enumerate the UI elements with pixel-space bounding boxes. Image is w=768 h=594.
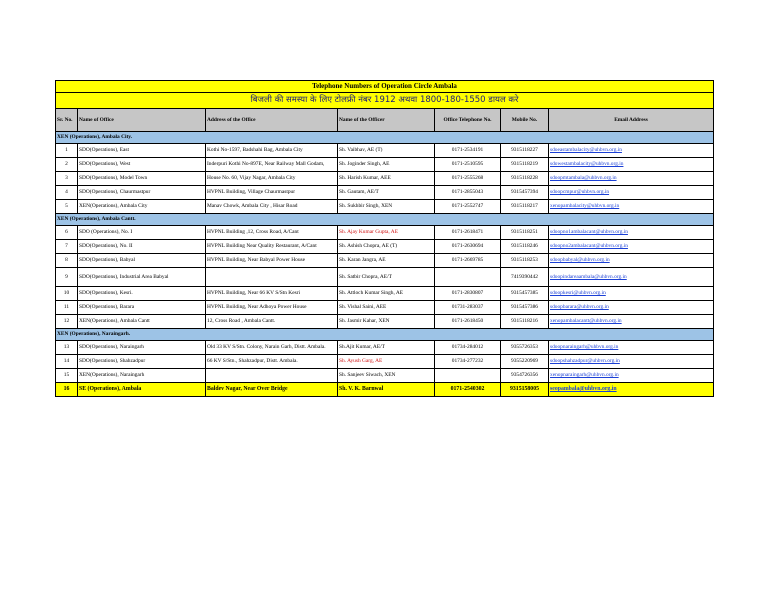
table-row: [56, 301, 714, 315]
section-title: XEN (Operations), Ambala Cantt.: [56, 214, 714, 226]
office-telephone-cell: 0171-2555268: [435, 172, 501, 186]
office-address-cell: HVPNL Building, Near Adhoya Power House: [206, 301, 338, 315]
sr-no-cell: 13: [56, 341, 78, 355]
email-address-cell[interactable]: xenopambalacity@uhbvn.org.in: [549, 200, 714, 214]
office-telephone-cell: 0171-2618471: [435, 226, 501, 240]
table-row: [56, 240, 714, 254]
sr-no-cell: 2: [56, 158, 78, 172]
office-address-cell: [206, 369, 338, 383]
office-name-cell: SDO(Operations), Kesri.: [78, 287, 206, 301]
mobile-number-cell: 9315118216: [501, 315, 549, 329]
table-row: [56, 369, 714, 383]
section-header-row: [56, 132, 714, 144]
sr-no-cell: 4: [56, 186, 78, 200]
mobile-number-cell: 9315118219: [501, 158, 549, 172]
sr-no-cell: 8: [56, 254, 78, 268]
office-address-cell: 66 KV S/Stn., Shahzadpur, Distt. Ambala.: [206, 355, 338, 369]
mobile-number-cell: 9315118246: [501, 240, 549, 254]
sr-no-cell: 10: [56, 287, 78, 301]
office-name-cell: SDO(Operations), West: [78, 158, 206, 172]
office-telephone-cell: 0171-2830807: [435, 287, 501, 301]
office-name-cell: SDO (Operations), No. I: [78, 226, 206, 240]
officer-name-cell: Sh. Satbir Chopra, AE/T: [338, 268, 435, 287]
office-address-cell: Kothi No-1597, Badshahi Bag, Ambala City: [206, 144, 338, 158]
office-name-cell: SDO(Operations), Model Town: [78, 172, 206, 186]
officer-name-cell: Sh. Joginder Singh, AE: [338, 158, 435, 172]
table-row: [56, 186, 714, 200]
office-telephone-cell: 01731-283037: [435, 301, 501, 315]
officer-name-cell: Sh. V. K. Barnwal: [338, 383, 435, 397]
officer-name-cell: Sh. Ayush Garg, AE: [338, 355, 435, 369]
office-telephone-cell: 01734-277232: [435, 355, 501, 369]
office-telephone-cell: [435, 268, 501, 287]
email-address-cell[interactable]: sdoopno1ambalacant@uhbvn.org.in: [549, 226, 714, 240]
sr-no-cell: 7: [56, 240, 78, 254]
email-address-cell[interactable]: sdoopkesri@uhbvn.org.in: [549, 287, 714, 301]
officer-name-cell: Sh. Ajay Kumar Gupta, AE: [338, 226, 435, 240]
mobile-number-cell: 9315118251: [501, 226, 549, 240]
office-address-cell: HVPNL Building, Near 66 KV S/Stn Kesri: [206, 287, 338, 301]
mobile-number-cell: 9354726356: [501, 369, 549, 383]
header-mobile: Mobile No.: [501, 109, 549, 132]
mobile-number-cell: 7419390442: [501, 268, 549, 287]
table-row: [56, 287, 714, 301]
office-telephone-cell: 0171-2669785: [435, 254, 501, 268]
mobile-number-cell: 9315457394: [501, 186, 549, 200]
section-title: XEN (Operations), Naraingarh.: [56, 329, 714, 341]
mobile-number-cell: 9315118217: [501, 200, 549, 214]
sr-no-cell: 9: [56, 268, 78, 287]
sr-no-cell: 1: [56, 144, 78, 158]
circle-head-row: [56, 383, 714, 397]
email-address-cell[interactable]: sdoopindareaambala@uhbvn.org.in: [549, 268, 714, 287]
sr-no-cell: 11: [56, 301, 78, 315]
officer-name-cell: Sh. Attloch Kumar Singh, AE: [338, 287, 435, 301]
mobile-number-cell: 9315457386: [501, 301, 549, 315]
sr-no-cell: 16: [56, 383, 78, 397]
office-name-cell: XEN(Operations), Ambala City: [78, 200, 206, 214]
mobile-number-cell: 9315118253: [501, 254, 549, 268]
header-email: Email Address: [549, 109, 714, 132]
mobile-number-cell: 9315158005: [501, 383, 549, 397]
email-address-cell[interactable]: xenopnaraingarh@uhbvn.org.in: [549, 369, 714, 383]
office-address-cell: [206, 268, 338, 287]
mobile-number-cell: 9315457385: [501, 287, 549, 301]
table-row: [56, 341, 714, 355]
table-row: [56, 200, 714, 214]
office-name-cell: SE (Operations), Ambala: [78, 383, 206, 397]
email-address-cell[interactable]: sdoopmtambala@uhbvn.org.in: [549, 172, 714, 186]
header-officer-name: Name of the Officer: [338, 109, 435, 132]
officer-name-cell: Sh. Karan Jangra, AE: [338, 254, 435, 268]
office-name-cell: SDO(Operations), Shahzadpur: [78, 355, 206, 369]
officer-name-cell: Sh. Sukhbir Singh, XEN: [338, 200, 435, 214]
office-name-cell: SDO(Operations), East: [78, 144, 206, 158]
section-header-row: [56, 329, 714, 341]
office-telephone-cell: 0171-2552747: [435, 200, 501, 214]
officer-name-cell: Sh.Ajit Kumar, AE/T: [338, 341, 435, 355]
sr-no-cell: 6: [56, 226, 78, 240]
table-row: [56, 268, 714, 287]
email-address-cell[interactable]: sdoopno2ambalacant@uhbvn.org.in: [549, 240, 714, 254]
office-telephone-cell: 0171-2540302: [435, 383, 501, 397]
email-address-cell[interactable]: sdoopcmpur@uhbvn.org.in: [549, 186, 714, 200]
email-address-cell[interactable]: sdoopbabyal@uhbvn.org.in: [549, 254, 714, 268]
officer-name-cell: Sh. Gautam, AE/T: [338, 186, 435, 200]
sr-no-cell: 14: [56, 355, 78, 369]
officer-name-cell: Sh. Ashish Chopra, AE (T): [338, 240, 435, 254]
officer-name-cell: Sh. Vaibhav, AE (T): [338, 144, 435, 158]
page-title: Telephone Numbers of Operation Circle Ambala: [56, 81, 714, 93]
office-telephone-cell: 01734-284012: [435, 341, 501, 355]
office-address-cell: HVPNL Building, Near Babyal Power House: [206, 254, 338, 268]
email-address-cell[interactable]: sdoeastambalacity@uhbvn.org.in: [549, 144, 714, 158]
section-title: XEN (Operations), Ambala City.: [56, 132, 714, 144]
header-office-name: Name of Office: [78, 109, 206, 132]
office-name-cell: XEN(Operations), Naraingarh: [78, 369, 206, 383]
office-address-cell: Old 33 KV S/Stn. Colony, Narain Garh, Distt. Ambala.: [206, 341, 338, 355]
header-sr-no: Sr. No.: [56, 109, 78, 132]
header-office-telephone: Office Telephone No.: [435, 109, 501, 132]
office-telephone-cell: 0171-2510595: [435, 158, 501, 172]
office-name-cell: SDO(Operations), No. II: [78, 240, 206, 254]
email-address-cell[interactable]: xenopambalacantt@uhbvn.org.in: [549, 315, 714, 329]
office-name-cell: SDO(Operations), Babyal: [78, 254, 206, 268]
officer-name-cell: Sh. Harish Kumar, AEE: [338, 172, 435, 186]
header-office-address: Address of the Office: [206, 109, 338, 132]
officer-name-cell: Sh. Vishal Saini, AEE: [338, 301, 435, 315]
tollfree-subtitle: बिजली की समस्या के लिए टोलफ्री नंबर 1912 अथवा 1800-180-1550 डायल करे: [56, 93, 714, 109]
mobile-number-cell: 9355726353: [501, 341, 549, 355]
office-telephone-cell: 0171-2630694: [435, 240, 501, 254]
table-row: [56, 158, 714, 172]
office-name-cell: SDO(Operations), Barara: [78, 301, 206, 315]
office-name-cell: XEN(Operations), Ambala Cantt: [78, 315, 206, 329]
office-address-cell: HVPNL Building ,12, Cross Road, A/Cant: [206, 226, 338, 240]
table-row: [56, 172, 714, 186]
mobile-number-cell: 9355220969: [501, 355, 549, 369]
office-name-cell: SDO(Operations), Chaurmastpur: [78, 186, 206, 200]
sr-no-cell: 5: [56, 200, 78, 214]
office-telephone-cell: [435, 369, 501, 383]
sr-no-cell: 3: [56, 172, 78, 186]
office-telephone-cell: 0171-2534191: [435, 144, 501, 158]
table-row: [56, 355, 714, 369]
office-address-cell: 12, Cross Road , Ambala Cantt.: [206, 315, 338, 329]
email-address-cell[interactable]: seopambala@uhbvn.org.in: [549, 383, 714, 397]
officer-name-cell: Sh. Jasmir Kahar, XEN: [338, 315, 435, 329]
office-telephone-cell: 0171-2855043: [435, 186, 501, 200]
office-address-cell: House No. 60, Vijay Nagar, Ambala City: [206, 172, 338, 186]
table-row: [56, 315, 714, 329]
table-row: [56, 144, 714, 158]
office-address-cell: HVPNL Building Near Quality Restaurant, A/Cant: [206, 240, 338, 254]
telephone-directory-table: [55, 80, 714, 397]
mobile-number-cell: 9315118228: [501, 172, 549, 186]
office-address-cell: Baldev Nagar, Near Over Bridge: [206, 383, 338, 397]
sr-no-cell: 15: [56, 369, 78, 383]
email-address-cell[interactable]: sdoopshahzadpur@uhbvn.org.in: [549, 355, 714, 369]
office-address-cell: Inderpuri Kothi No-897E, Near Railway Mall Godam,: [206, 158, 338, 172]
column-header-row: [56, 109, 714, 132]
email-address-cell[interactable]: sdoopbarara@uhbvn.org.in: [549, 301, 714, 315]
email-address-cell[interactable]: sdowestambalacity@uhbvn.org.in: [549, 158, 714, 172]
table-row: [56, 226, 714, 240]
office-address-cell: HVPNL Building, Village Chaurmastpur: [206, 186, 338, 200]
office-name-cell: SDO(Operations), Industrial Area Babyal: [78, 268, 206, 287]
section-header-row: [56, 214, 714, 226]
table-row: [56, 254, 714, 268]
office-telephone-cell: 0171-2618450: [435, 315, 501, 329]
office-name-cell: SDO(Operations), Naraingarh: [78, 341, 206, 355]
officer-name-cell: Sh. Sanjeev Siwach, XEN: [338, 369, 435, 383]
sr-no-cell: 12: [56, 315, 78, 329]
email-address-cell[interactable]: sdoopnaraingarh@uhbvn.org.in: [549, 341, 714, 355]
mobile-number-cell: 9315118227: [501, 144, 549, 158]
office-address-cell: Manav Chowk, Ambala City , Hisar Road: [206, 200, 338, 214]
